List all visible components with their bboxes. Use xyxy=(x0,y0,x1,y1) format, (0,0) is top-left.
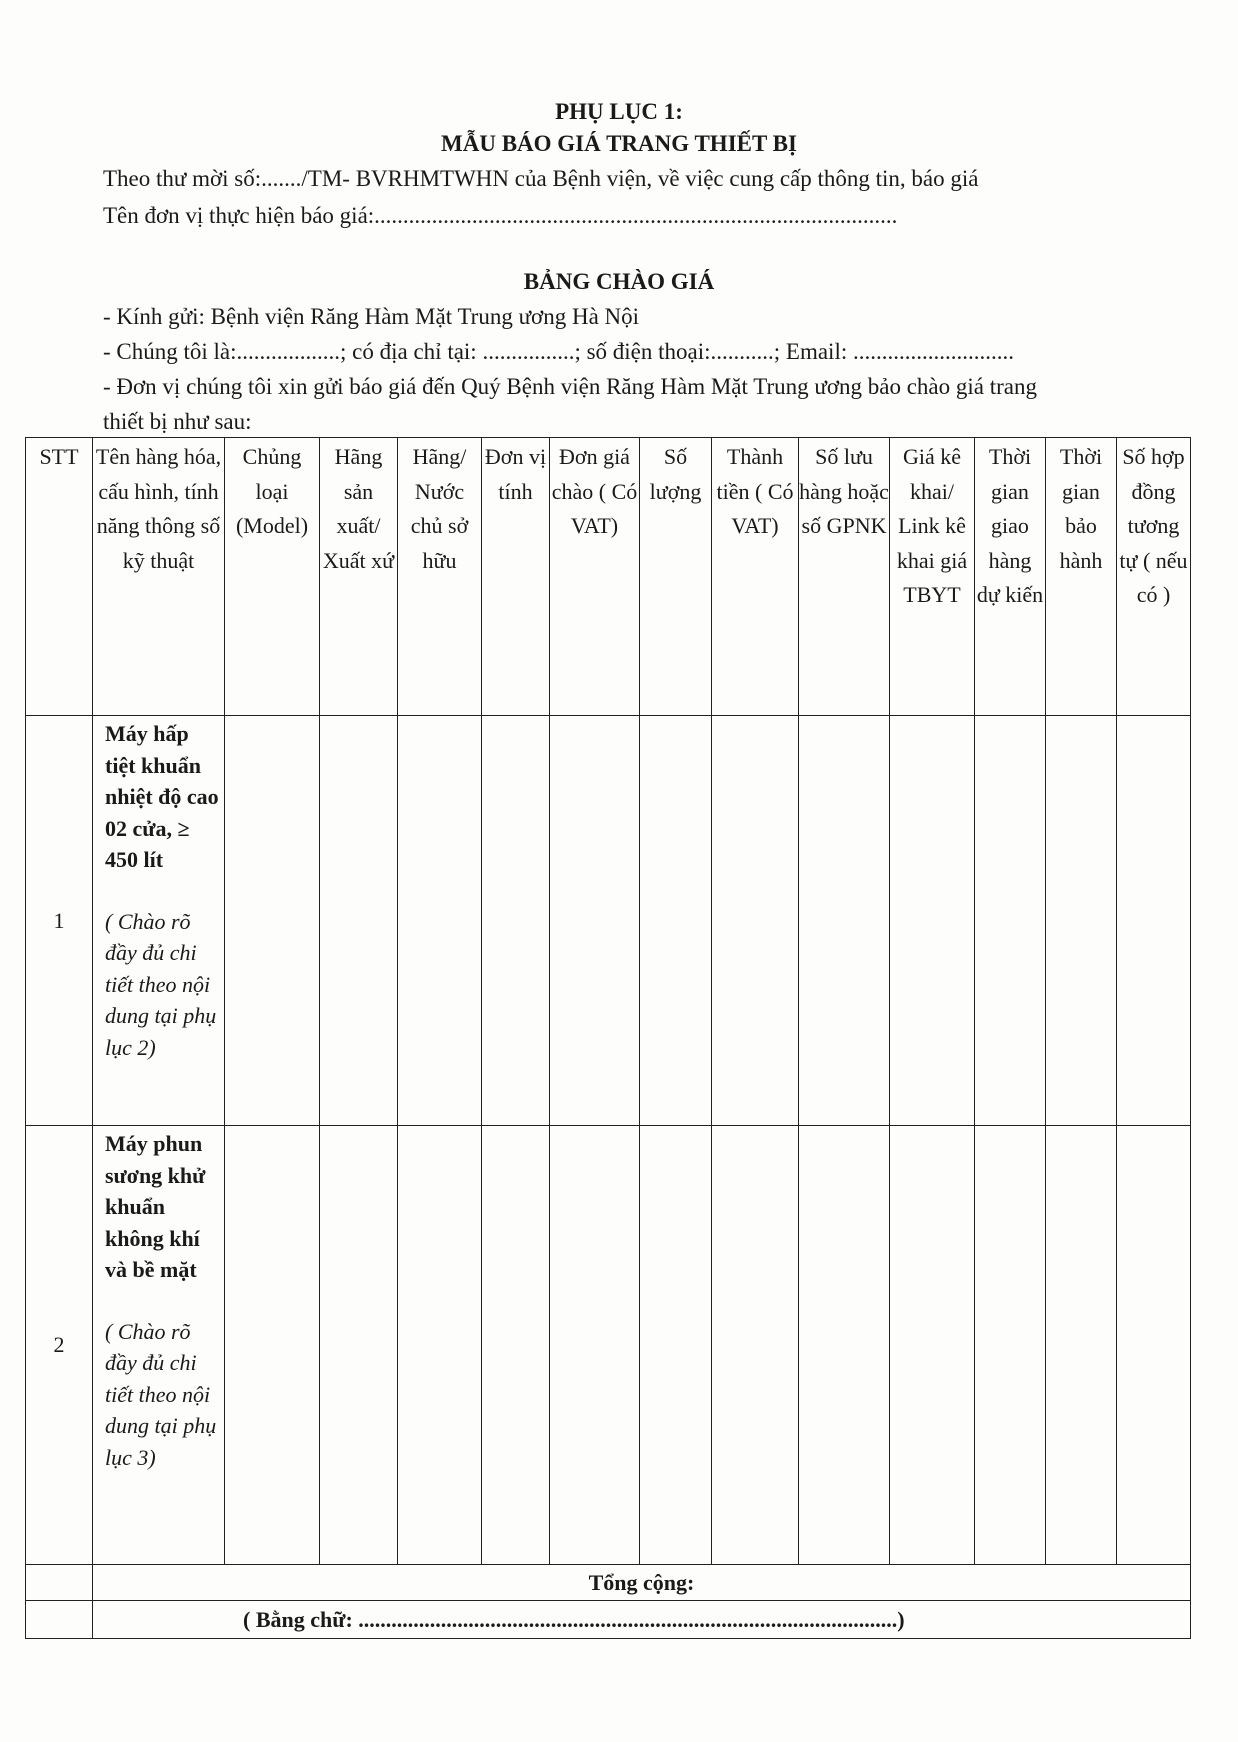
cell-unit[interactable] xyxy=(482,1126,550,1565)
cell-owner-country[interactable] xyxy=(398,1126,482,1565)
total-stt-cell xyxy=(26,1565,93,1601)
in-words-label[interactable]: ( Bằng chữ: ..................................................................................................) xyxy=(93,1601,1191,1639)
product-note: ( Chào rõ đầy đủ chi tiết theo nội dung tại phụ lục 3) xyxy=(105,1318,217,1470)
product-name: Máy hấp tiệt khuẩn nhiệt độ cao 02 cửa, ≥ 450 lít xyxy=(105,721,219,872)
greeting-offer-line: - Đơn vị chúng tôi xin gửi báo giá đến Quý Bệnh viện Răng Hàm Mặt Trung ương bảo chào giá trang xyxy=(103,374,1037,399)
col-header-unit: Đơn vị tính xyxy=(482,438,550,716)
col-header-registration-no: Số lưu hàng hoặc số GPNK xyxy=(799,438,890,716)
table-row xyxy=(26,1126,1191,1565)
form-title: MẪU BÁO GIÁ TRANG THIẾT BỊ xyxy=(441,131,797,156)
greeting-offer-line-cont: thiết bị như sau: xyxy=(103,409,252,434)
appendix-title: PHỤ LỤC 1: xyxy=(555,99,683,124)
cell-amount[interactable] xyxy=(712,1126,799,1565)
table-header-row xyxy=(26,438,1191,716)
greeting-addressee: - Kính gửi: Bệnh viện Răng Hàm Mặt Trung ương Hà Nội xyxy=(103,304,640,329)
quote-table-title: BẢNG CHÀO GIÁ xyxy=(523,269,715,294)
col-header-manufacturer: Hãng sản xuất/ Xuất xứ xyxy=(320,438,398,716)
cell-quantity[interactable] xyxy=(640,716,712,1126)
cell-manufacturer[interactable] xyxy=(320,1126,398,1565)
table-row xyxy=(26,716,1191,1126)
in-words-stt-cell xyxy=(26,1601,93,1639)
cell-similar-contracts[interactable] xyxy=(1117,1126,1191,1565)
cell-delivery-time[interactable] xyxy=(975,1126,1046,1565)
total-row xyxy=(26,1565,1191,1601)
product-note: ( Chào rõ đầy đủ chi tiết theo nội dung tại phụ lục 2) xyxy=(105,908,217,1060)
cell-unit[interactable] xyxy=(482,716,550,1126)
col-header-amount: Thành tiền ( Có VAT) xyxy=(712,438,799,716)
cell-warranty[interactable] xyxy=(1046,716,1117,1126)
in-words-row xyxy=(26,1601,1191,1639)
row-stt: 1 xyxy=(26,716,93,1126)
cell-amount[interactable] xyxy=(712,716,799,1126)
col-header-delivery-time: Thời gian giao hàng dự kiến xyxy=(975,438,1046,716)
cell-model[interactable] xyxy=(225,716,320,1126)
row-stt: 2 xyxy=(26,1126,93,1565)
quote-table xyxy=(25,437,1191,1639)
total-label: Tổng cộng: xyxy=(93,1565,1191,1601)
cell-delivery-time[interactable] xyxy=(975,716,1046,1126)
cell-registration-no[interactable] xyxy=(799,1126,890,1565)
row-product-cell xyxy=(93,716,225,1126)
cell-quantity[interactable] xyxy=(640,1126,712,1565)
col-header-declared-price: Giá kê khai/ Link kê khai giá TBYT xyxy=(890,438,975,716)
cell-warranty[interactable] xyxy=(1046,1126,1117,1565)
cell-model[interactable] xyxy=(225,1126,320,1565)
cell-unit-price[interactable] xyxy=(550,716,640,1126)
intro-vendor-line: Tên đơn vị thực hiện báo giá:........................................................................................... xyxy=(103,203,898,228)
cell-declared-price[interactable] xyxy=(890,1126,975,1565)
cell-manufacturer[interactable] xyxy=(320,716,398,1126)
cell-similar-contracts[interactable] xyxy=(1117,716,1191,1126)
col-header-unit-price: Đơn giá chào ( Có VAT) xyxy=(550,438,640,716)
cell-owner-country[interactable] xyxy=(398,716,482,1126)
product-name: Máy phun sương khử khuẩn không khí và bề mặt xyxy=(105,1131,206,1282)
col-header-stt: STT xyxy=(26,438,93,716)
col-header-model: Chủng loại (Model) xyxy=(225,438,320,716)
cell-unit-price[interactable] xyxy=(550,1126,640,1565)
col-header-quantity: Số lượng xyxy=(640,438,712,716)
col-header-product-name: Tên hàng hóa, cấu hình, tính năng thông số kỹ thuật xyxy=(93,438,225,716)
row-product-cell xyxy=(93,1126,225,1565)
greeting-vendor-info: - Chúng tôi là:..................; có địa chỉ tại: ................; số điện thoại:...........; Email: ............................ xyxy=(103,339,1014,364)
cell-registration-no[interactable] xyxy=(799,716,890,1126)
col-header-owner-country: Hãng/ Nước chủ sở hữu xyxy=(398,438,482,716)
col-header-similar-contracts: Số hợp đồng tương tự ( nếu có ) xyxy=(1117,438,1191,716)
col-header-warranty: Thời gian bảo hành xyxy=(1046,438,1117,716)
intro-invitation-line: Theo thư mời số:......./TM- BVRHMTWHN của Bệnh viện, về việc cung cấp thông tin, báo giá xyxy=(103,166,979,191)
cell-declared-price[interactable] xyxy=(890,716,975,1126)
